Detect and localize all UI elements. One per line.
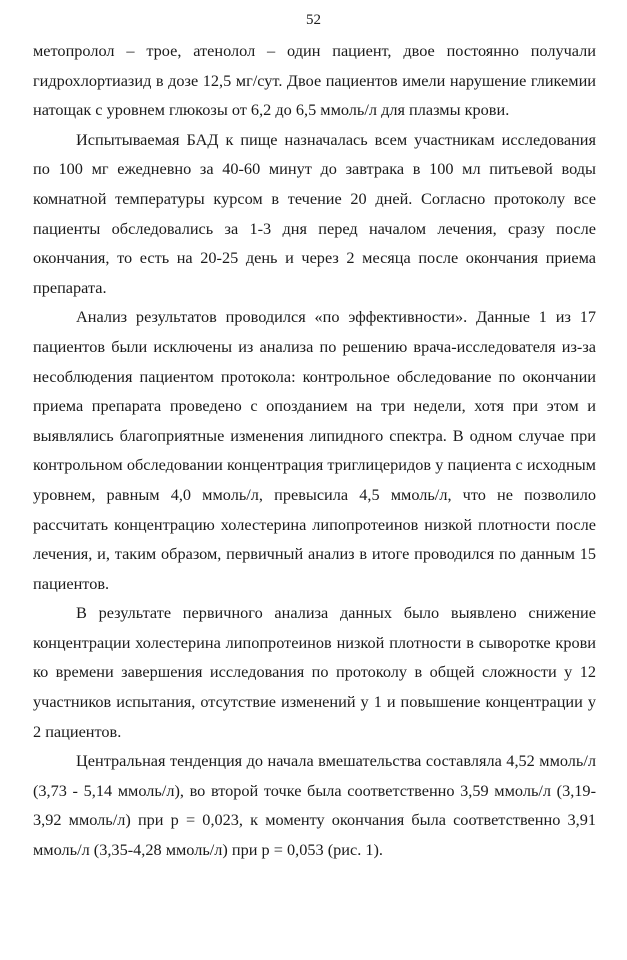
paragraph-continuation: метопролол – трое, атенолол – один пациент, двое постоянно получали гидрохлортиазид в дозе 12,5 мг/сут. Двое пациентов имели нарушение гликемии натощак с уровнем глюкозы от 6,2 до 6,5 ммоль/л для плазмы крови. [33, 41, 596, 120]
page-number: 52 [306, 12, 321, 28]
paragraph-efficacy-analysis: Анализ результатов проводился «по эффективности». Данные 1 из 17 пациентов были исключены из анализа по решению врача-исследователя из-за несоблюдения пациентом протокола: контрольное обследование по окончании приема препарата проведено с опозданием на три недели, хотя при этом и выявлялись благоприятные изменения липидного спектра. В одном случае при контрольном обследовании концентрация триглицеридов у пациента с исходным уровнем, равным 4,0 ммоль/л, превысила 4,5 ммоль/л, что не позволило рассчитать концентрацию холестерина липопротеинов низкой плотности после лечения, и, таким образом, первичный анализ в итоге проводился по данным 15 пациентов. [33, 307, 596, 593]
page-body [33, 36, 596, 865]
paragraph-central-tendency: Центральная тенденция до начала вмешательства составляла 4,52 ммоль/л (3,73 - 5,14 ммоль/л), во второй точке была соответственно 3,59 ммоль/л (3,19-3,92 ммоль/л) при р = 0,023, к моменту окончания была соответственно 3,91 ммоль/л (3,35-4,28 ммоль/л) при р = 0,053 (рис. 1). [33, 751, 596, 860]
paragraph-dosing-protocol: Испытываемая БАД к пище назначалась всем участникам исследования по 100 мг ежедневно за 40-60 минут до завтрака в 100 мл питьевой воды комнатной температуры курсом в течение 20 дней. Согласно протоколу все пациенты обследовались за 1-3 дня перед началом лечения, сразу после окончания, то есть на 20-25 день и через 2 месяца после окончания приема препарата. [33, 129, 596, 297]
paragraph-primary-results: В результате первичного анализа данных было выявлено снижение концентрации холестерина липопротеинов низкой плотности в сыворотке крови ко времени завершения исследования по протоколу в общей сложности у 12 участников испытания, отсутствие изменений у 1 и повышение концентрации у 2 пациентов. [33, 603, 596, 741]
